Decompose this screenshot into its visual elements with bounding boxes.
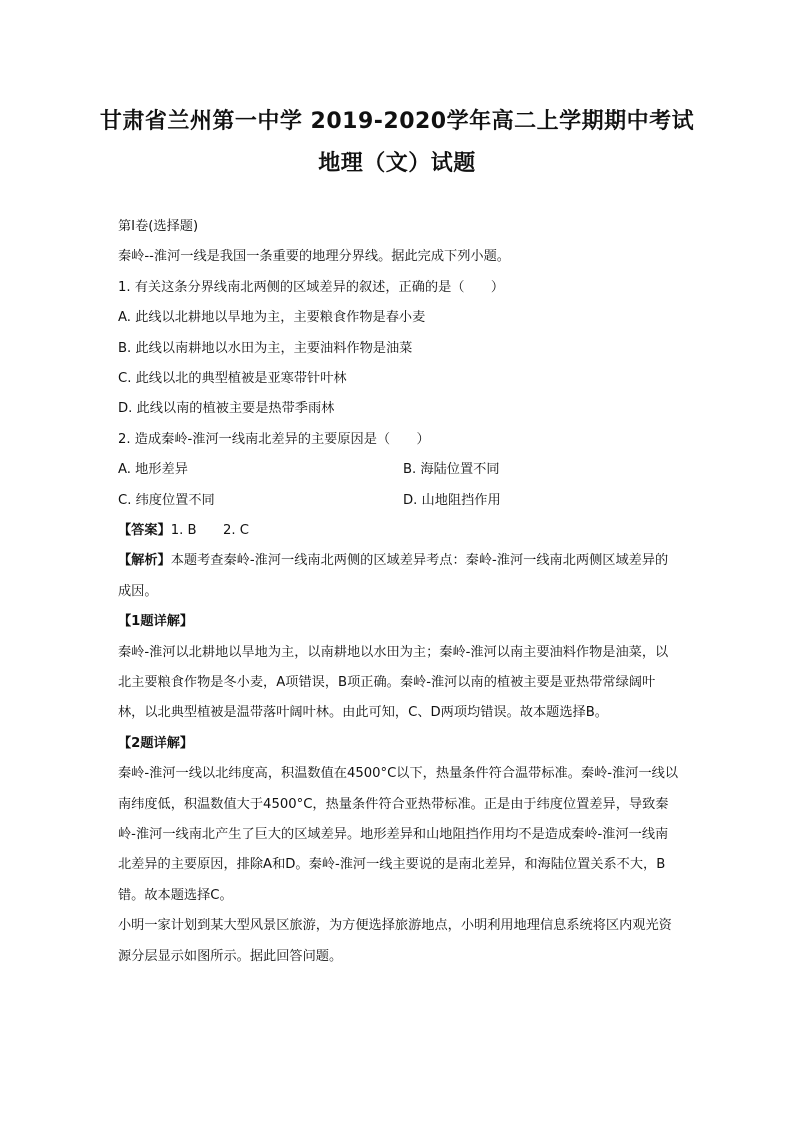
analysis-label: 【解析】 <box>118 553 171 569</box>
question-2-option-d: D. 山地阻挡作用 <box>403 492 501 508</box>
exam-content <box>118 212 680 972</box>
question-2-options-row-2 <box>118 486 680 516</box>
question-2-option-b: B. 海陆位置不同 <box>403 462 500 478</box>
question-1-option-d: D. 此线以南的植被主要是热带季雨林 <box>118 401 335 417</box>
exam-title: 甘肃省兰州第一中学 2019-2020学年高二上学期期中考试 <box>99 109 695 134</box>
question-2-stem: 2. 造成秦岭-淮河一线南北差异的主要原因是（ ） <box>118 431 430 447</box>
detail-2-text: 秦岭-淮河一线以北纬度高，积温数值在4500°C以下，热量条件符合温带标准。秦岭-淮河一线以南纬度低，积温数值大于4500°C，热量条件符合亚热带标准。正是由于纬度位置差异，导致秦岭-淮河一线南北产生了巨大的区域差异。地形差异和山地阻挡作用均不是造成秦岭-淮河一线南北差异的主要原因，排除A和D。秦岭-淮河一线主要说的是南北差异，和海陆位置关系不大，B错。故本题选择C。 <box>118 766 679 903</box>
question-2-option-a: A. 地形差异 <box>118 462 188 478</box>
question-1-option-a: A. 此线以北耕地以旱地为主，主要粮食作物是春小麦 <box>118 310 426 326</box>
exam-subtitle: 地理（文）试题 <box>318 151 476 176</box>
question-1-option-b: B. 此线以南耕地以水田为主，主要油料作物是油菜 <box>118 340 413 356</box>
section-heading: 第Ⅰ卷(选择题) <box>118 219 199 234</box>
answer-line <box>118 516 680 546</box>
analysis-text: 本题考查秦岭-淮河一线南北两侧的区域差异考点：秦岭-淮河一线南北两侧区域差异的成因。 <box>118 553 669 599</box>
answer-label: 【答案】 <box>118 522 171 538</box>
question-2-options-row-1 <box>118 455 680 485</box>
intro-text: 秦岭--淮河一线是我国一条重要的地理分界线。据此完成下列小题。 <box>118 249 510 265</box>
detail-2-heading: 【2题详解】 <box>118 735 194 751</box>
intro-text-2: 小明一家计划到某大型风景区旅游，为方便选择旅游地点，小明利用地理信息系统将区内观光资源分层显示如图所示。据此回答问题。 <box>118 918 672 964</box>
question-2-option-c: C. 纬度位置不同 <box>118 492 215 508</box>
question-1-option-c: C. 此线以北的典型植被是亚寒带针叶林 <box>118 370 347 386</box>
detail-1-heading: 【1题详解】 <box>118 614 194 630</box>
question-1-stem: 1. 有关这条分界线南北两侧的区域差异的叙述，正确的是（ ） <box>118 279 505 295</box>
analysis-paragraph <box>118 546 680 607</box>
answer-text: 1. B 2. C <box>170 522 249 538</box>
detail-1-text: 秦岭-淮河以北耕地以旱地为主，以南耕地以水田为主；秦岭-淮河以南主要油料作物是油菜，以北主要粮食作物是冬小麦，A项错误，B项正确。秦岭-淮河以南的植被主要是亚热带常绿阔叶林，以北典型植被是温带落叶阔叶林。由此可知，C、D两项均错误。故本题选择B。 <box>118 644 669 721</box>
